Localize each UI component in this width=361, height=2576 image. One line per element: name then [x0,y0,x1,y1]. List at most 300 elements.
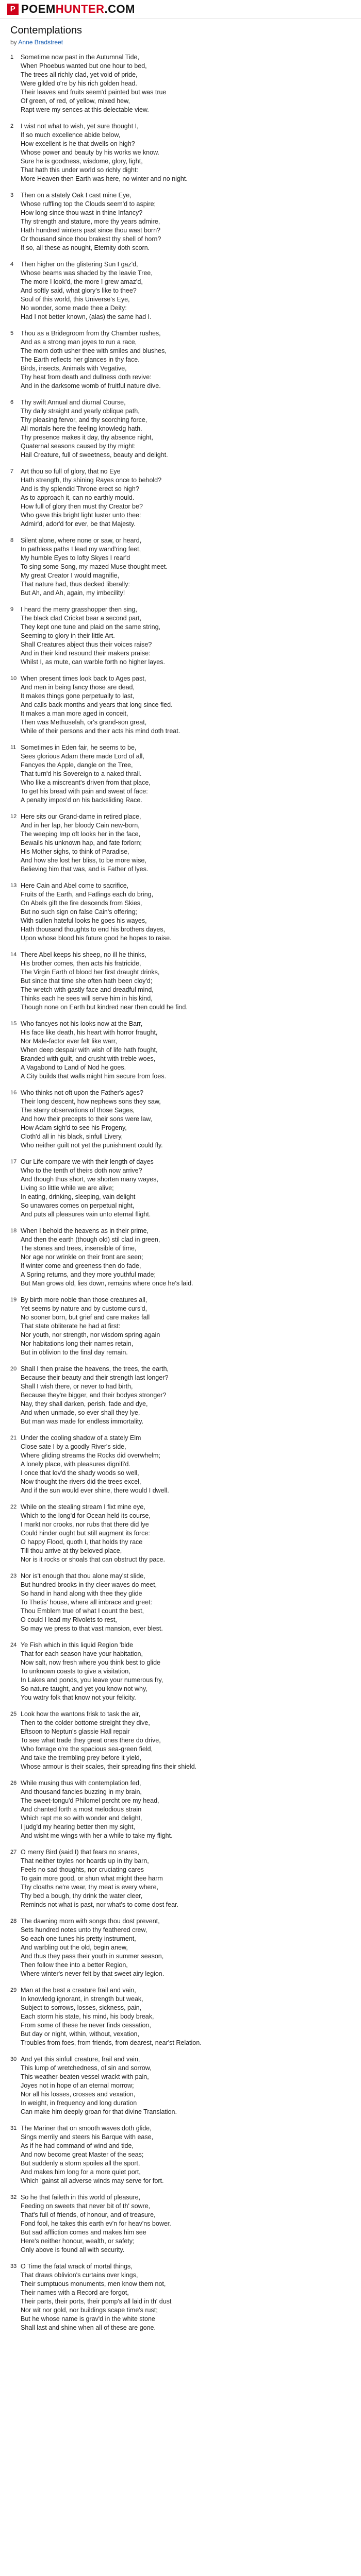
poem-line: Where winter's never felt by that sweet airy legion. [21,1970,165,1977]
stanza-number: 25 [10,1711,17,1717]
poem-line: All mortals here the feeling knowledg hath. [21,425,142,432]
stanza-lines [21,812,351,874]
poem-line: Thy pleasing fervor, and thy scorching force, [21,416,147,423]
stanza-lines [21,1089,351,1150]
poem-line: Then to the colder bottome streight they dive, [21,1719,150,1726]
poem-line: Eftsoon to Neptun's glassie Hall repair [21,1728,130,1735]
poem-line: And in the darksome womb of fruitful nature dive. [21,382,161,389]
poem-line: The sweet-tongu'd Philomel percht ore my head, [21,1797,159,1804]
poem-line: Here sits our Grand-dame in retired place, [21,813,141,820]
stanza-lines [21,1779,351,1840]
stanza-lines [21,674,351,736]
poem-line: Ye Fish which in this liquid Region 'bide [21,1641,134,1649]
stanza [10,1917,351,1978]
poem-line: As if he had command of wind and tide, [21,2142,134,2149]
poem-title: Contemplations [10,25,82,36]
poem-line: Whose beams was shaded by the leavie Tree, [21,269,153,277]
stanza-number: 27 [10,1849,17,1855]
poem-line: Thy cloaths ne're wear, thy meat is every where, [21,1884,159,1891]
poem-line: Nor all his losses, crosses and vexation, [21,2091,136,2098]
author-prefix: by [10,39,17,46]
poem-line: Their sumptuous monuments, men know them not, [21,2280,166,2287]
poem-line: The trees all richly clad, yet void of pride, [21,71,138,78]
poem-line: That for each season have your habitation, [21,1650,143,1657]
stanza-number: 24 [10,1642,17,1648]
stanza-number: 15 [10,1021,17,1027]
stanza-lines [21,1572,351,1633]
poem-line: But Man grows old, lies down, remains where once he's laid. [21,1280,193,1287]
stanza-lines [21,1020,351,1081]
poem-line: And calls back months and years that long since fled. [21,701,173,708]
poem-line: That neither toyles nor hoards up in thy barn, [21,1857,149,1865]
poem-line: I heard the merry grasshopper then sing, [21,606,137,613]
stanza-lines [21,191,351,252]
stanza [10,1089,351,1150]
poem-line: Living so little while we are alive; [21,1184,114,1192]
poem-line: To Thetis' house, where all imbrace and greet: [21,1599,153,1606]
stanza-lines [21,398,351,460]
poem-line: If so much excellence abide below, [21,131,121,139]
poem-line: Who like a miscreant's driven from that place, [21,779,151,786]
stanza-number: 10 [10,675,17,682]
poem-line: A Vagabond to Land of Nod he goes. [21,1064,126,1071]
poem-line: How Adam sigh'd to see his Progeny, [21,1124,127,1131]
poem-line: And is thy splendid Throne erect so high? [21,485,139,493]
poem-line: Our Life compare we with their length of dayes [21,1158,154,1165]
poem-line: Who fancyes not his looks now at the Barr, [21,1020,143,1027]
poem-line: Their leaves and fruits seem'd painted but was true [21,89,167,96]
poem-line: Then follow thee into a better Region, [21,1961,128,1969]
poem-line: Nor habitations long their names retain, [21,1340,134,1347]
stanza [10,605,351,667]
stanza-lines [21,1158,351,1219]
poem-line: Thy heat from death and dullness doth revive: [21,374,152,381]
poem-line: So unawares comes on perpetual night, [21,1202,135,1209]
poem-line: I once that lov'd the shady woods so well, [21,1469,139,1477]
poem-line: Shall Creatures abject thus their voices raise? [21,641,152,648]
poem-line: O merry Bird (said I) that fears no snares, [21,1849,139,1856]
poem-line: O happy Flood, quoth I, that holds thy race [21,1538,143,1546]
logo-suffix: .COM [104,2,135,15]
poem-line: His face like death, his heart with horror fraught, [21,1029,158,1036]
poem-line: That state obliterate he had at first: [21,1323,121,1330]
stanza-number: 2 [10,123,14,129]
poem-line: Nor is't enough that thou alone may'st slide, [21,1572,145,1580]
stanza [10,812,351,874]
stanza [10,1296,351,1357]
stanza-lines [21,1434,351,1495]
poem-line: Silent alone, where none or saw, or heard, [21,537,142,544]
poem-line: While on the stealing stream I fixt mine eye, [21,1503,145,1511]
stanza-number: 33 [10,2263,17,2269]
stanza [10,1020,351,1081]
poem-line: And thus they pass their youth in summer season, [21,1953,164,1960]
stanza-number: 28 [10,1918,17,1924]
poem-line: And thousand fancies buzzing in my brain, [21,1788,142,1795]
poem-line: And as a strong man joyes to run a race, [21,338,137,346]
stanza-number: 5 [10,330,14,336]
stanza-number: 12 [10,814,17,820]
poem-line: Hath thousand thoughts to end his brothers dayes, [21,926,166,933]
stanza-lines [21,53,351,114]
poem-line: That draws oblivion's curtains over kings, [21,2272,138,2279]
stanza [10,329,351,391]
poem-line: Nor Male-factor ever felt like warr, [21,1038,117,1045]
poem-line: Believing him that was, and is Father of lyes. [21,866,149,873]
stanza-lines [21,743,351,805]
stanza-lines [21,2124,351,2185]
stanza-number: 17 [10,1159,17,1165]
poem-line: But hundred brooks in thy cleer waves do meet, [21,1581,157,1588]
poem-line: Because they're bigger, and their bodyes stronger? [21,1392,167,1399]
stanza-lines [21,1296,351,1357]
poem-byline [10,39,351,46]
poem-line: Sings merrily and steers his Barque with ease, [21,2133,154,2141]
poem-line: A lonely place, with pleasures dignifi'd. [21,1461,130,1468]
stanza-lines [21,882,351,943]
poem-line: And how their precepts to their sons were law, [21,1115,152,1123]
stanza-lines [21,1848,351,1909]
poem-line: Who thinks not oft upon the Father's ages? [21,1089,143,1096]
stanza [10,951,351,1012]
poem-line: Sees glorious Adam there made Lord of all, [21,753,144,760]
poem-line: The weeping Imp oft looks her in the face, [21,831,141,838]
poem-line: So he that faileth in this world of pleasure, [21,2194,141,2201]
poem-line: And then the earth (though old) stil clad in green, [21,1236,160,1243]
poem-line: Their names with a Record are forgot, [21,2289,129,2296]
poem-line: Shall I then praise the heavens, the trees, the earth, [21,1365,169,1372]
poem-line: And puts all pleasures vain unto eternal flight. [21,1211,151,1218]
poem-line: Man at the best a creature frail and vain, [21,1987,136,1994]
poem-line: Shall last and shine when all of these are gone. [21,2324,156,2331]
poem-line: My humble Eyes to lofty Skyes I rear'd [21,554,130,562]
poem-line: Could hinder ought but still augment its force: [21,1530,150,1537]
poem-line: Thy daily straight and yearly oblique path, [21,408,140,415]
poem-line: Were gilded o're by his rich golden head. [21,80,137,87]
stanza [10,1848,351,1909]
stanza-number: 11 [10,744,17,751]
poem-line: Who to the tenth of theirs doth now arrive? [21,1167,142,1174]
poem-line: Admir'd, ador'd for ever, be that Majesty. [21,520,136,528]
stanza-lines [21,1986,351,2047]
poem-line: There Abel keeps his sheep, no ill he thinks, [21,951,146,958]
stanza-lines [21,1917,351,1978]
stanza-number: 21 [10,1435,17,1441]
stanza-lines [21,122,351,183]
poem-line: In pathless paths I lead my wand'ring feet, [21,546,141,553]
stanza [10,536,351,598]
poem-line: Whilst I, as mute, can warble forth no higher layes. [21,658,165,666]
poem-line: That nature had, thus decked liberally: [21,581,130,588]
poem-line: No wonder, some made thee a Deity: [21,304,127,312]
stanza-number: 29 [10,1987,17,1993]
poem-line: But sad affliction comes and makes him see [21,2229,146,2236]
stanza-number: 8 [10,537,14,544]
poem-line: The Earth reflects her glances in thy face. [21,356,140,363]
poem-line: Feels no sad thoughts, nor cruciating cares [21,1866,144,1873]
stanza-number: 30 [10,2056,17,2062]
poem-line: A City builds that walls might him secure from foes. [21,1073,167,1080]
poem-line: Who forrage o're the spacious sea-green field, [21,1745,153,1753]
stanza-lines [21,1365,351,1426]
stanza-number: 9 [10,606,14,613]
poem-line: As to approach it, can no earthly mould. [21,494,135,501]
poem-line: And when unmade, so ever shall they lye, [21,1409,140,1416]
stanza-lines [21,1227,351,1288]
poem-line: But suddenly a storm spoiles all the sport, [21,2160,140,2167]
stanza-lines [21,2262,351,2332]
poem-line: But in oblivion to the final day remain. [21,1349,128,1356]
poem-line: Branded with guilt, and crusht with treble woes, [21,1055,156,1062]
poem-line: So may we press to that vast mansion, ever blest. [21,1625,163,1632]
poem-line: Who gave this bright light luster unto thee: [21,512,141,519]
stanza [10,1710,351,1771]
poem-line: Till thou arrive at thy beloved place, [21,1547,122,1554]
poem-line: So each one tunes his pretty instrument, [21,1935,136,1942]
poem-line: Then higher on the glistering Sun I gaz'd, [21,261,138,268]
stanza-number: 20 [10,1366,17,1372]
poem-line: Yet seems by nature and by custome curs'd, [21,1305,147,1312]
poem-line: When I behold the heavens as in their prime, [21,1227,149,1234]
stanza [10,1158,351,1219]
poem-line: While musing thus with contemplation fed, [21,1780,141,1787]
poem-line: Reminds not what is past, nor what's to come dost fear. [21,1901,179,1908]
poem-line: That turn'd his Sovereign to a naked thrall. [21,770,142,777]
poem-line: Now salt, now fresh where you think best to glide [21,1659,160,1666]
poem-line: To sing some Song, my mazed Muse thought meet. [21,563,168,570]
poem-line: Can make him deeply groan for that divine Translation. [21,2108,177,2115]
poem-line: In eating, drinking, sleeping, vain delight [21,1193,136,1200]
stanza-number: 31 [10,2125,17,2131]
stanza-number: 14 [10,952,17,958]
poem-line: Thy strength and stature, more thy years admire, [21,218,160,225]
poem-line: And take the trembling prey before it yield, [21,1754,142,1761]
stanza-lines [21,260,351,321]
stanza [10,2262,351,2332]
poem-line: Quaternal seasons caused by thy might: [21,443,136,450]
poem-line: They kept one tune and plaid on the same string, [21,623,161,631]
poem-line: In knowledg ignorant, in strength but weak, [21,1995,143,2003]
poem-line: My great Creator I would magnifie, [21,572,120,579]
logo-mark-icon: P [7,4,19,15]
stanza [10,674,351,736]
poem-line: Thy bed a bough, thy drink the water cleer, [21,1892,143,1900]
poem-line: Birds, insects, Animals with Vegative, [21,365,127,372]
poem-line: I judg'd my hearing better then my sight, [21,1823,135,1831]
poem-line: O Time the fatal wrack of mortal things, [21,2263,133,2270]
stanza [10,2193,351,2255]
poem-line: Here Cain and Abel come to sacrifice, [21,882,129,889]
poem-header [0,19,361,53]
stanza [10,122,351,183]
stanza [10,2124,351,2185]
poem-line: Close sate I by a goodly River's side, [21,1443,126,1450]
poem-line: But man was made for endless immortality. [21,1418,144,1425]
poem-line: His brother comes, then acts his fratricide, [21,960,141,967]
stanza-lines [21,605,351,667]
poem-line: And yet this sinfull creature, frail and vain, [21,2056,140,2063]
poem-line: And softly said, what glory's like to thee? [21,287,137,294]
poem-line: And in their kind resound their makers praise: [21,650,151,657]
poem-line: And though thus short, we shorten many wayes, [21,1176,158,1183]
poem-line: Their parts, their ports, their pomp's all laid in th' dust [21,2298,172,2305]
poem-line: On Abels gift the fire descends from Skies, [21,900,142,907]
poem-line: Thy presence makes it day, thy absence night, [21,434,153,441]
poem-line: And makes him long for a more quiet port, [21,2168,141,2176]
poem-line: Thy swift Annual and diurnal Course, [21,399,126,406]
poem-line: Where gliding streams the Rocks did overwhelm; [21,1452,160,1459]
poem-line: The black clad Cricket bear a second part, [21,615,142,622]
poem-line: Sometimes in Eden fair, he seems to be, [21,744,137,751]
stanza-number: 32 [10,2194,17,2200]
poem-line: Fond fool, he takes this earth ev'n for heav'ns bower. [21,2220,171,2227]
poem-line: That's full of friends, of honour, and of treasure, [21,2211,156,2218]
poem-line: And men in being fancy those are dead, [21,684,135,691]
stanza [10,1641,351,1702]
poem-line: Here's neither honour, wealth, or safety; [21,2238,135,2245]
poem-line: Fruits of the Earth, and Fatlings each do bring, [21,891,154,898]
poem-line: To get his bread with pain and sweat of face: [21,788,148,795]
poem-line: Who neither guilt not yet the punishment could fly. [21,1142,163,1149]
poem-line: Had I not better known, (alas) the same had I. [21,313,152,320]
poem-line: Which to the long'd for Ocean held its course, [21,1512,151,1519]
poem-line: Though none on Earth but kindred near then could he find. [21,1004,188,1011]
poem-line: Sure he is goodness, wisdome, glory, light, [21,158,143,165]
poem-line: O could I lead my Rivolets to rest, [21,1616,117,1623]
poem-line: Hail Creature, full of sweetness, beauty and delight. [21,451,168,459]
stanza-number: 13 [10,883,17,889]
poem-line: And how she lost her bliss, to be more wise, [21,857,146,864]
stanza [10,53,351,114]
poem-line: Under the cooling shadow of a stately Elm [21,1434,141,1442]
poem-line: Cloth'd all in his black, sinfull Livery, [21,1133,123,1140]
author-link[interactable]: Anne Bradstreet [18,39,63,46]
poem-line: When present times look back to Ages past, [21,675,146,682]
poem-line: To see what trade they great ones there do drive, [21,1737,161,1744]
poem-line: While of their persons and their acts his mind doth treat. [21,727,180,735]
poem-line: Joyes not in hope of an eternal morrow; [21,2082,134,2089]
poem-line: And if the sun would ever shine, there would I dwell. [21,1487,169,1494]
poem-line: Thou Emblem true of what I count the best, [21,1607,144,1615]
poem-line: The Mariner that on smooth waves doth glide, [21,2125,152,2132]
poem-line: Nor age nor wrinkle on their front are seen; [21,1253,143,1261]
poem-line: His Mother sighs, to think of Paradise, [21,848,129,855]
poem-line: Whose armour is their scales, their spreading fins their shield. [21,1763,197,1770]
poem-line: In Lakes and ponds, you leave your numerous fry, [21,1676,163,1684]
poem-line: Only above is found all with security. [21,2246,125,2253]
stanza-number: 19 [10,1297,17,1303]
poem-body [0,53,361,2332]
poem-line: Sets hundred notes unto thy feathered crew, [21,1926,147,1934]
poem-line: Nay, they shall darken, perish, fade and dye, [21,1400,148,1408]
poem-line: It makes a man more aged in conceit, [21,710,128,717]
poem-line: The dawning morn with songs thou dost prevent, [21,1918,160,1925]
poem-line: How excellent is he that dwells on high? [21,140,135,147]
poem-line: The starry observations of those Sages, [21,1107,135,1114]
poem-line: Of green, of red, of yellow, mixed hew, [21,97,130,105]
poem-line: That hath this under world so richly dight: [21,166,138,174]
stanza-lines [21,536,351,598]
stanza-lines [21,951,351,1012]
poem-line: With sullen hateful looks he goes his wayes, [21,917,147,924]
stanza-lines [21,467,351,529]
stanza-number: 26 [10,1780,17,1786]
stanza [10,1365,351,1426]
poem-line: And in her lap, her bloody Cain new-born, [21,822,140,829]
logo-accent: HUNTER [55,2,105,15]
poem-line: And warbling out the old, begin anew, [21,1944,128,1951]
stanza [10,743,351,805]
poem-line: But no such sign on false Cain's offering; [21,908,137,916]
poem-line: The wretch with gastly face and dreadful mind, [21,986,154,993]
poem-line: How full of glory then must thy Creator be? [21,503,143,510]
stanza-number: 22 [10,1504,17,1510]
stanza [10,2055,351,2116]
poem-line: Rapt were my sences at this delectable view. [21,106,149,113]
poem-line: Fancyes the Apple, dangle on the Tree, [21,761,133,769]
poem-line: The morn doth usher thee with smiles and blushes, [21,347,167,354]
poem-line: And now become great Master of the seas; [21,2151,144,2158]
stanza [10,191,351,252]
poem-line: From some of these he never finds cessation, [21,2022,151,2029]
poem-line: More Heaven then Earth was here, no winter and no night. [21,175,188,182]
poem-line: Subject to sorrows, losses, sickness, pain, [21,2004,142,2011]
stanza-number: 6 [10,399,14,405]
poem-line: Now thought the rivers did the trees excel, [21,1478,141,1485]
stanza-number: 1 [10,54,14,60]
poem-line: When deep despair with wish of life hath fought, [21,1046,158,1054]
poem-line: Sometime now past in the Autumnal Tide, [21,54,139,61]
poem-line: Nor wit nor gold, nor buildings scape time's rust; [21,2307,158,2314]
stanza [10,1572,351,1633]
stanza [10,1227,351,1288]
poem-line: You watry folk that know not your felicity. [21,1694,136,1701]
poem-line: Thinks each he sees will serve him in his kind, [21,995,153,1002]
poem-line: This weather-beaten vessel wrackt with pain, [21,2073,149,2080]
poem-line: It makes things gone perpetually to last, [21,692,135,700]
poem-line: To gain more good, or shun what might thee harm [21,1875,163,1882]
stanza-lines [21,2055,351,2116]
stanza-lines [21,1710,351,1771]
poem-line: And wisht me wings with her a while to take my flight. [21,1832,173,1839]
poem-line: Seeming to glory in their little Art. [21,632,115,639]
poem-line: Hath strength, thy shining Rayes once to behold? [21,477,162,484]
stanza [10,882,351,943]
poem-line: Each storm his state, his mind, his body break, [21,2013,154,2020]
stanza-number: 3 [10,192,14,198]
poem-line: By birth more noble than those creatures all, [21,1296,147,1303]
poem-line: Look how the wantons frisk to task the air, [21,1710,141,1718]
stanza-lines [21,1503,351,1564]
poem-line: Nor is it rocks or shoals that can obstruct thy pace. [21,1556,165,1563]
poem-line: Whose power and beauty by his works we know. [21,149,159,156]
stanza-number: 16 [10,1090,17,1096]
site-logo[interactable] [7,3,135,16]
poem-line: Hath hundred winters past since thou wast born? [21,227,160,234]
poem-line: Which rapt me so with wonder and delight, [21,1815,142,1822]
stanza [10,260,351,321]
poem-line: If so, all these as nought, Eternity doth scorn. [21,244,150,251]
stanza-number: 7 [10,468,14,474]
poem-line: But Ah, and Ah, again, my imbecility! [21,589,125,597]
poem-line: Shall I wish there, or never to had birth, [21,1383,133,1390]
poem-line: Thou as a Bridegroom from thy Chamber rushes, [21,330,161,337]
poem-line: I markt nor crooks, nor rubs that there did lye [21,1521,149,1528]
stanza-lines [21,2193,351,2255]
poem-line: The more I look'd, the more I grew amaz'd, [21,278,143,285]
poem-line: When Phoebus wanted but one hour to bed, [21,62,147,70]
poem-line: This lump of wretchedness, of sin and sorrow, [21,2064,152,2072]
